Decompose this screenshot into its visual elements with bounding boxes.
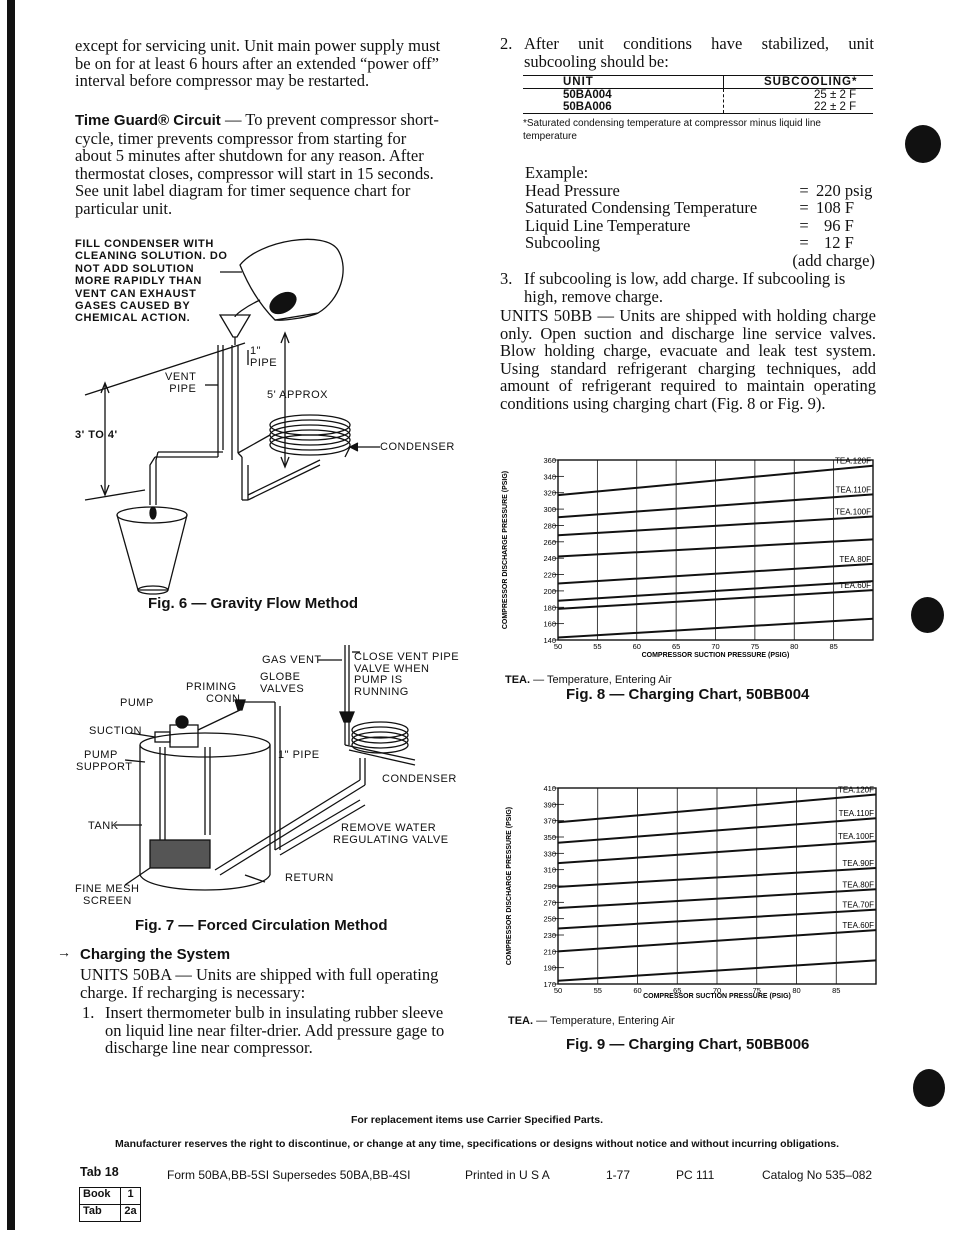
pipe-size: 1"	[250, 345, 262, 357]
pump-label: PUMP	[120, 697, 154, 709]
fill-note-line: CHEMICAL ACTION.	[75, 312, 191, 325]
print-date: 1-77	[606, 1168, 631, 1182]
priming-word: PRIMING	[186, 681, 237, 693]
fig6-condenser-label: CONDENSER	[380, 441, 455, 453]
header-subcooling: SUBCOOLING*	[764, 76, 858, 88]
x-tick-label: 80	[792, 986, 801, 995]
x-tick-label: 50	[553, 642, 563, 651]
example-row	[525, 182, 875, 200]
x-tick-label: 75	[752, 986, 761, 995]
globe-word: GLOBE	[260, 671, 301, 683]
fig6-height-label: 3' TO 4'	[75, 429, 118, 441]
series-label: TEA.90F	[842, 859, 874, 869]
vent-word: VENT	[165, 371, 197, 383]
tab-number: Tab 18	[80, 1165, 119, 1179]
y-tick-label: 200	[543, 586, 556, 596]
example-row	[525, 234, 875, 252]
pipe-word: PIPE	[250, 356, 278, 369]
example-label: Head Pressure	[525, 180, 620, 200]
time-guard-heading: Time Guard® Circuit	[75, 112, 221, 129]
gravity-flow-diagram	[70, 225, 450, 600]
y-tick-label: 290	[543, 882, 556, 891]
tab-sub-number: 2a	[124, 1205, 137, 1217]
table-row: 50BA004	[563, 89, 612, 101]
fill-note-line: NOT ADD SOLUTION	[75, 262, 195, 275]
fill-note-line: GASES CAUSED BY	[75, 300, 191, 313]
form-number: Form 50BA,BB-5SI Supersedes 50BA,BB-4SI	[167, 1168, 411, 1182]
y-tick-label: 360	[543, 456, 556, 465]
y-tick-label: 300	[543, 505, 556, 515]
tea-definition: — Temperature, Entering Air	[536, 1015, 675, 1027]
x-tick-label: 55	[593, 986, 602, 995]
y-tick-label: 190	[543, 963, 556, 973]
priming-conn-label	[186, 682, 240, 705]
remove-water-line: REMOVE WATER	[341, 822, 437, 834]
example-value: 12 F	[824, 233, 854, 252]
example-block	[525, 164, 875, 269]
subcooling-cells	[724, 89, 873, 113]
fig6-approx-label: 5' APPROX	[267, 389, 329, 401]
y-tick-label: 330	[543, 849, 556, 859]
tea-abbr: TEA.	[505, 674, 531, 686]
table-row: 50BA006	[563, 101, 612, 113]
y-tick-label: 160	[543, 619, 556, 629]
fig9-caption: Fig. 9 — Charging Chart, 50BB006	[566, 1036, 810, 1053]
y-tick-label: 250	[543, 914, 556, 924]
valves-word: VALVES	[260, 682, 305, 695]
gas-vent-label: GAS VENT	[262, 654, 322, 666]
catalog-number: Catalog No 535–082	[762, 1168, 873, 1182]
pipe-label: 1" PIPE	[278, 749, 320, 761]
series-label: TEA.80F	[842, 880, 874, 890]
x-tick-label: 60	[633, 986, 642, 995]
y-tick-label: 340	[543, 472, 556, 482]
y-tick-label: 260	[543, 537, 556, 547]
close-vent-line: CLOSE VENT PIPE	[354, 651, 460, 663]
conn-word: CONN	[206, 692, 241, 705]
x-tick-label: 65	[671, 642, 681, 651]
step1-number: 1.	[82, 1003, 95, 1022]
fig9-tea-legend	[508, 1015, 675, 1027]
replacement-note: For replacement items use Carrier Specified Parts.	[350, 1114, 604, 1126]
example-title: Example:	[525, 163, 589, 182]
x-tick-label: 60	[632, 642, 641, 651]
example-note: (add charge)	[792, 250, 875, 270]
fig7-caption: Fig. 7 — Forced Circulation Method	[135, 917, 388, 934]
margin-blot	[911, 597, 944, 633]
return-label: RETURN	[285, 872, 334, 884]
intro-text: except for servicing unit. Unit main power supply must be on for at least 6 hours after an extended “power off” interval before compressor may be restarted.	[75, 36, 441, 90]
example-value: 220 psig	[816, 180, 873, 200]
fine-mesh-label	[75, 884, 139, 907]
step2-text: After unit conditions have stabilized, unit subcooling should be:	[524, 34, 874, 71]
fill-note-line: MORE RAPIDLY THAN	[75, 275, 202, 288]
suction-label: SUCTION	[89, 725, 142, 737]
y-tick-label: 270	[543, 898, 556, 908]
series-label: TEA.60F	[842, 921, 874, 931]
charging-chart-50bb004	[495, 452, 885, 672]
series-label: TEA.80F	[839, 554, 871, 564]
y-tick-label: 140	[543, 636, 556, 645]
example-eq: =	[799, 233, 809, 252]
series-label: TEA.100F	[837, 832, 874, 842]
close-vent-line: PUMP IS	[354, 674, 403, 686]
example-label: Liquid Line Temperature	[525, 215, 691, 235]
table-row: 25 ± 2 F	[814, 89, 857, 101]
intro-paragraph	[75, 37, 447, 90]
example-value: 108 F	[816, 198, 855, 217]
time-guard-text: — To prevent compressor short-cycle, timer prevents compressor from starting for about 5 minutes after shutdown for any reason. After thermostat closes, compressor will start in 15 seconds. See unit label diagram for timer sequence chart for particular unit.	[75, 110, 439, 218]
pump-support-line: SUPPORT	[76, 760, 133, 773]
time-guard-paragraph	[75, 111, 447, 217]
x-axis-label: COMPRESSOR SUCTION PRESSURE (PSIG)	[641, 652, 790, 659]
y-tick-label: 310	[543, 865, 556, 875]
example-label: Subcooling	[525, 233, 601, 252]
y-tick-label: 180	[543, 603, 556, 613]
series-label: TEA.120F	[834, 456, 871, 466]
fine-mesh-line: FINE MESH	[75, 883, 140, 895]
y-axis-label: COMPRESSOR DISCHARGE PRESSURE (PSIG)	[506, 806, 513, 966]
book-tab-box	[79, 1187, 141, 1222]
x-tick-label: 70	[712, 986, 722, 995]
fig6-vent-pipe-label	[165, 372, 196, 395]
vent-pipe-word: PIPE	[169, 382, 197, 395]
fig7-condenser-label: CONDENSER	[382, 773, 457, 785]
fig6-caption: Fig. 6 — Gravity Flow Method	[148, 595, 359, 612]
y-tick-label: 170	[543, 980, 556, 989]
example-eq: =	[799, 215, 809, 235]
charging-heading: Charging the System	[80, 946, 231, 963]
y-tick-label: 280	[543, 521, 556, 531]
example-eq: =	[799, 198, 809, 217]
series-label: TEA.110F	[835, 485, 871, 495]
example-row	[525, 199, 875, 217]
fill-note-line: CLEANING SOLUTION. DO	[75, 250, 228, 263]
unit-cells	[523, 89, 724, 113]
pump-support-line: PUMP	[84, 749, 118, 761]
table-header	[523, 75, 873, 89]
x-tick-label: 50	[553, 986, 563, 995]
manufacturer-note: Manufacturer reserves the right to discontinue, or change at any time, specifications or designs without notice and without incurring obligations.	[114, 1138, 839, 1150]
x-tick-label: 80	[790, 642, 799, 651]
fill-note-line: FILL CONDENSER WITH	[75, 238, 214, 250]
margin-blot	[913, 1069, 945, 1107]
pump-support-label	[76, 749, 133, 773]
tab-row	[80, 1205, 140, 1221]
x-tick-label: 70	[711, 642, 720, 651]
step3-number: 3.	[500, 269, 513, 288]
remove-water-label	[333, 822, 449, 846]
charging-chart-50bb006	[495, 780, 885, 1005]
fill-note-line: VENT CAN EXHAUST	[75, 287, 197, 300]
x-tick-label: 55	[593, 642, 602, 651]
x-tick-label: 85	[832, 986, 841, 995]
fig8-caption: Fig. 8 — Charging Chart, 50BB004	[566, 686, 810, 703]
y-tick-label: 390	[543, 800, 556, 810]
table-row: 22 ± 2 F	[814, 101, 857, 113]
table-body	[523, 89, 873, 114]
example-row	[525, 217, 875, 235]
table-footnote: *Saturated condensing temperature at compressor minus liquid line temperature	[523, 118, 821, 142]
printed-in: Printed in U S A	[465, 1168, 550, 1182]
series-label: TEA.100F	[834, 507, 871, 517]
book-number: 1	[127, 1188, 134, 1200]
close-vent-line: VALVE WHEN	[354, 662, 430, 675]
book-row	[80, 1188, 140, 1205]
tank-label: TANK	[88, 820, 119, 832]
tab-label: Tab	[80, 1205, 121, 1221]
x-tick-label: 65	[673, 986, 682, 995]
y-tick-label: 350	[543, 833, 556, 842]
y-tick-label: 220	[543, 570, 556, 580]
y-tick-label: 320	[543, 488, 556, 498]
y-tick-label: 230	[543, 931, 556, 940]
y-tick-label: 240	[543, 554, 556, 564]
y-tick-label: 410	[543, 784, 556, 793]
units-50bb-text: UNITS 50BB — Units are shipped with holding charge only. Open suction and discharge line service valves. Blow holding charge, evacuate and leak test system. Using standard refrigerant charging techniques, add amount of refrigerant required to maintain operating conditions using charging chart (Fig. 8 or Fig. 9).	[500, 306, 876, 413]
step3-text: If subcooling is low, add charge. If subcooling is high, remove charge.	[524, 269, 846, 306]
series-label: TEA.110F	[838, 809, 874, 819]
book-label: Book	[80, 1188, 121, 1204]
y-axis-label: COMPRESSOR DISCHARGE PRESSURE (PSIG)	[502, 470, 509, 630]
globe-valves-label	[260, 672, 304, 695]
units-50ba-text: UNITS 50BA — Units are shipped with full operating charge. If recharging is necessary:	[80, 965, 439, 1002]
example-value: 96 F	[824, 215, 854, 235]
fig6-pipe-label	[250, 346, 277, 369]
fine-mesh-line: SCREEN	[83, 894, 132, 907]
pc-number: PC 111	[676, 1168, 715, 1182]
remove-water-line: REGULATING VALVE	[333, 833, 449, 846]
tea-definition: — Temperature, Entering Air	[533, 674, 672, 686]
step1-text: Insert thermometer bulb in insulating rubber sleeve on liquid line near filter-drier. Add pressure gage to discharge line near compressor.	[105, 1003, 445, 1057]
example-eq: =	[799, 180, 809, 200]
subcooling-table	[523, 75, 873, 143]
series-label: TEA.60F	[839, 581, 871, 591]
x-tick-label: 85	[829, 642, 838, 651]
step2-number: 2.	[500, 34, 513, 53]
change-arrow-icon: →	[57, 946, 71, 961]
series-label: TEA.70F	[842, 900, 874, 910]
y-tick-label: 370	[543, 816, 556, 826]
header-unit: UNIT	[523, 76, 724, 88]
x-tick-label: 75	[750, 642, 760, 651]
series-label: TEA.120F	[837, 785, 874, 795]
tea-abbr: TEA.	[508, 1015, 534, 1027]
x-axis-label: COMPRESSOR SUCTION PRESSURE (PSIG)	[643, 993, 791, 1000]
fig8-tea-legend	[505, 674, 672, 686]
page-edge-bar	[7, 0, 15, 1230]
margin-blot	[905, 125, 941, 163]
close-vent-line: RUNNING	[354, 685, 409, 698]
close-vent-label	[354, 652, 459, 698]
example-label: Saturated Condensing Temperature	[525, 198, 758, 217]
y-tick-label: 210	[543, 947, 556, 957]
